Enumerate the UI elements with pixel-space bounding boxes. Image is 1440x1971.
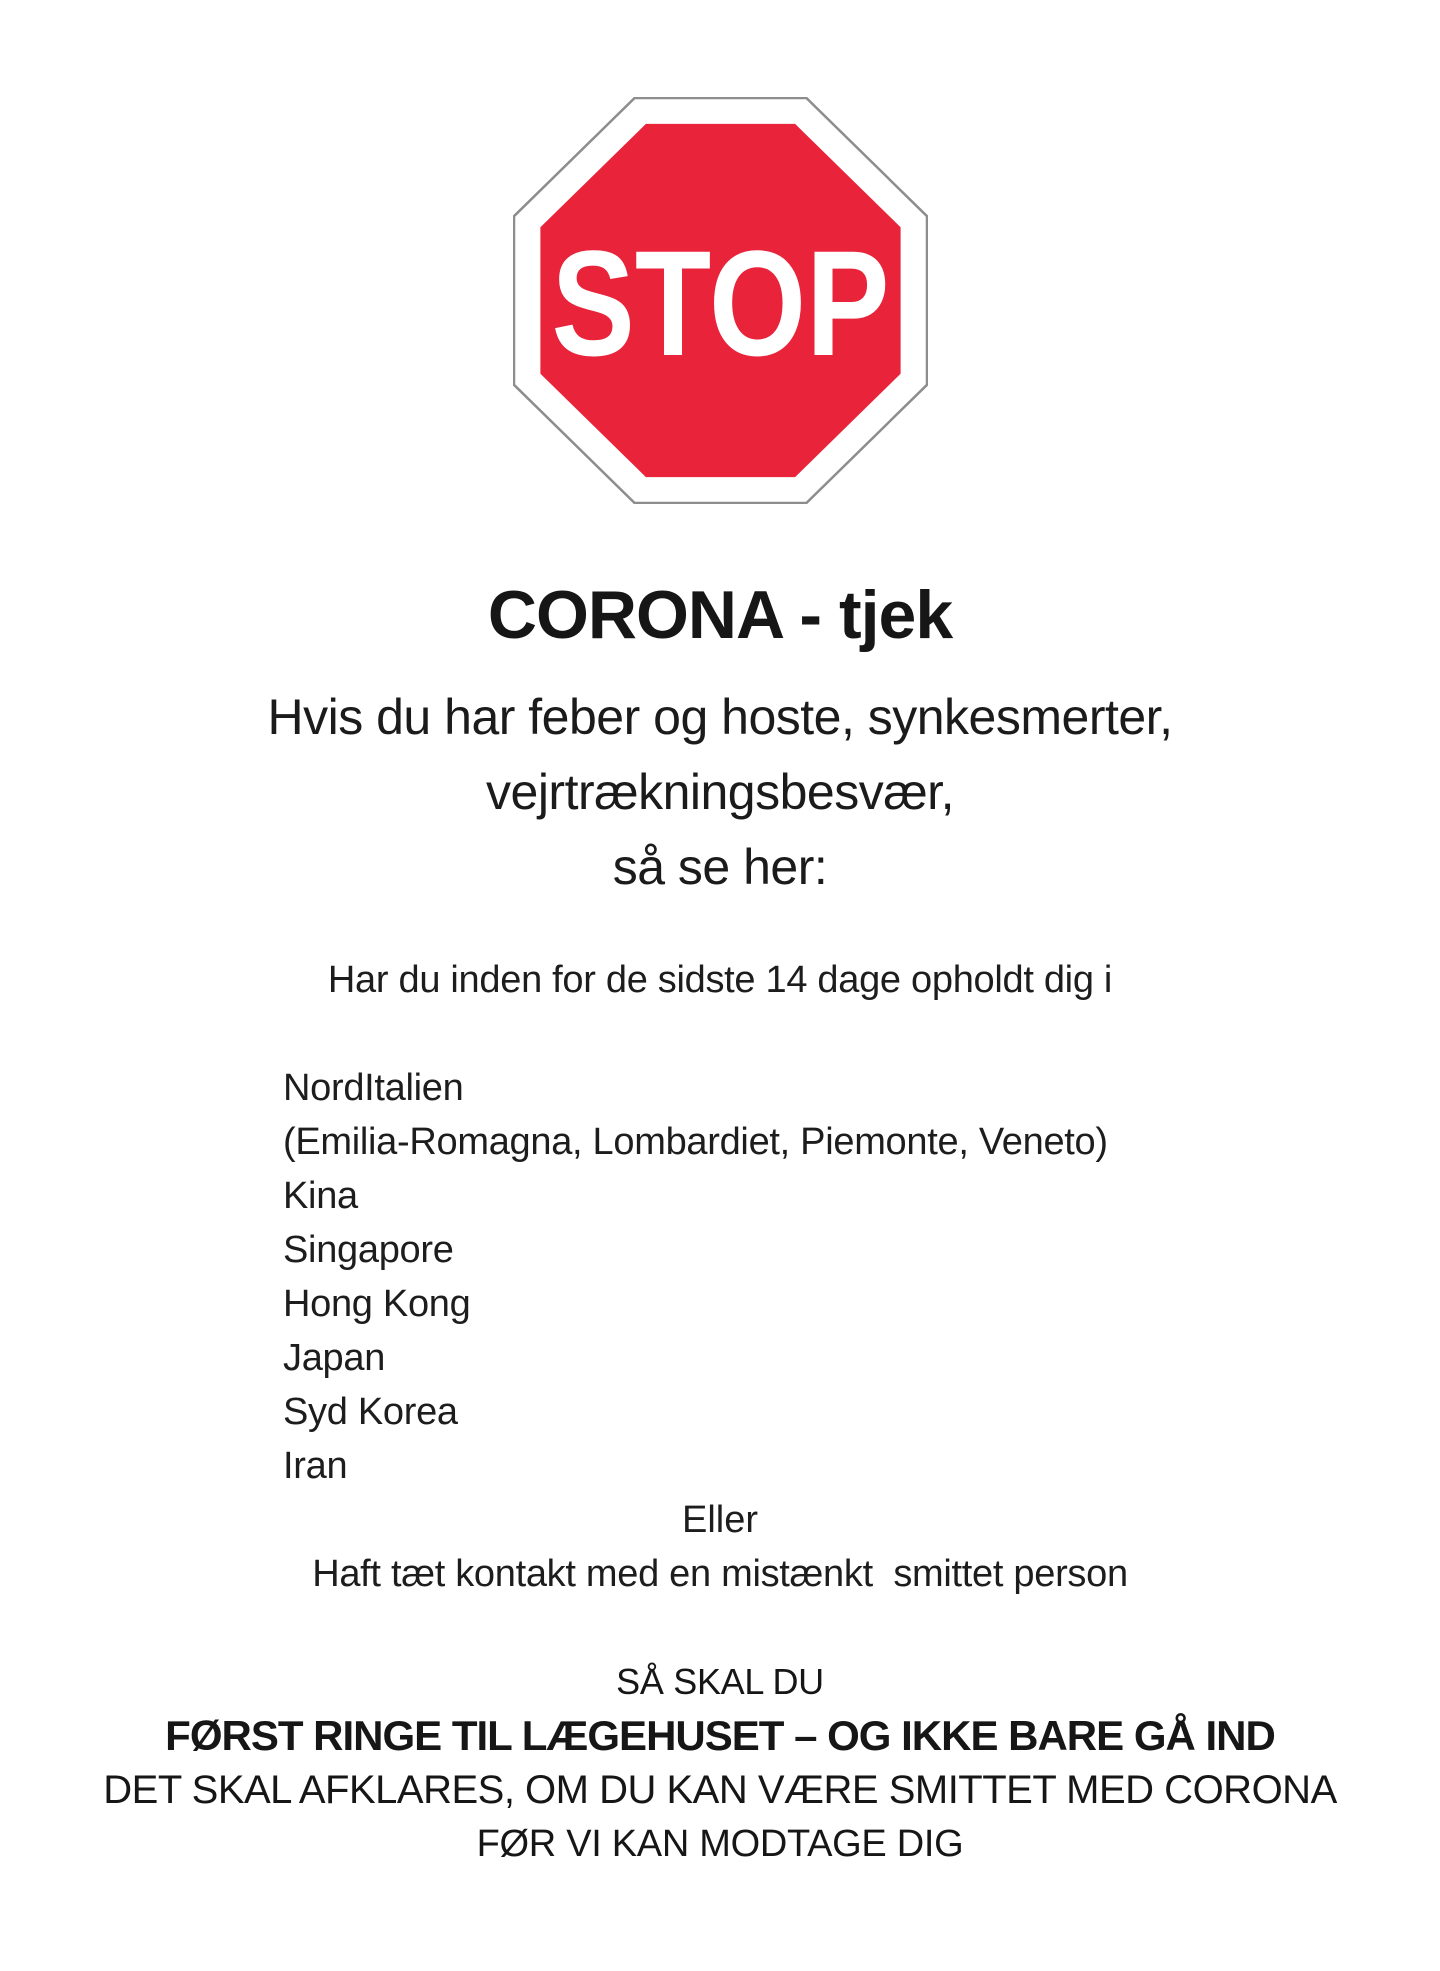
question-line: Har du inden for de sidste 14 dage opholdt dig i (327, 959, 1113, 1001)
location-item: Kina (283, 1175, 358, 1217)
location-item: NordItalien (283, 1067, 464, 1109)
intro-line: Hvis du har feber og hoste, synkesmerter, (267, 689, 1173, 745)
stop-sign-icon (513, 97, 928, 504)
footer-line-3: DET SKAL AFKLARES, OM DU KAN VÆRE SMITTET MED CORONA (103, 1768, 1337, 1812)
or-label: Eller (681, 1499, 759, 1541)
intro-line: vejrtrækningsbesvær, (486, 764, 954, 820)
intro-line: så se her: (612, 839, 828, 895)
location-item: Iran (283, 1445, 348, 1487)
location-item: Hong Kong (283, 1283, 471, 1325)
location-item: Syd Korea (283, 1391, 458, 1433)
intro-text (0, 680, 1440, 905)
footer-line-4: FØR VI KAN MODTAGE DIG (476, 1823, 964, 1865)
footer-line-1: SÅ SKAL DU (616, 1661, 824, 1702)
location-item: (Emilia-Romagna, Lombardiet, Piemonte, Veneto) (283, 1121, 1108, 1163)
footer-instructions (0, 1655, 1440, 1871)
stop-sign-label: STOP (551, 219, 889, 387)
location-item: Singapore (283, 1229, 454, 1271)
page-title: CORONA - tjek (487, 577, 953, 653)
contact-line: Haft tæt kontakt med en mistænkt smittet person (312, 1553, 1128, 1595)
location-item: Japan (283, 1337, 386, 1379)
locations-list (283, 1061, 1440, 1493)
footer-line-2: FØRST RINGE TIL LÆGEHUSET – OG IKKE BARE GÅ IND (165, 1712, 1275, 1759)
